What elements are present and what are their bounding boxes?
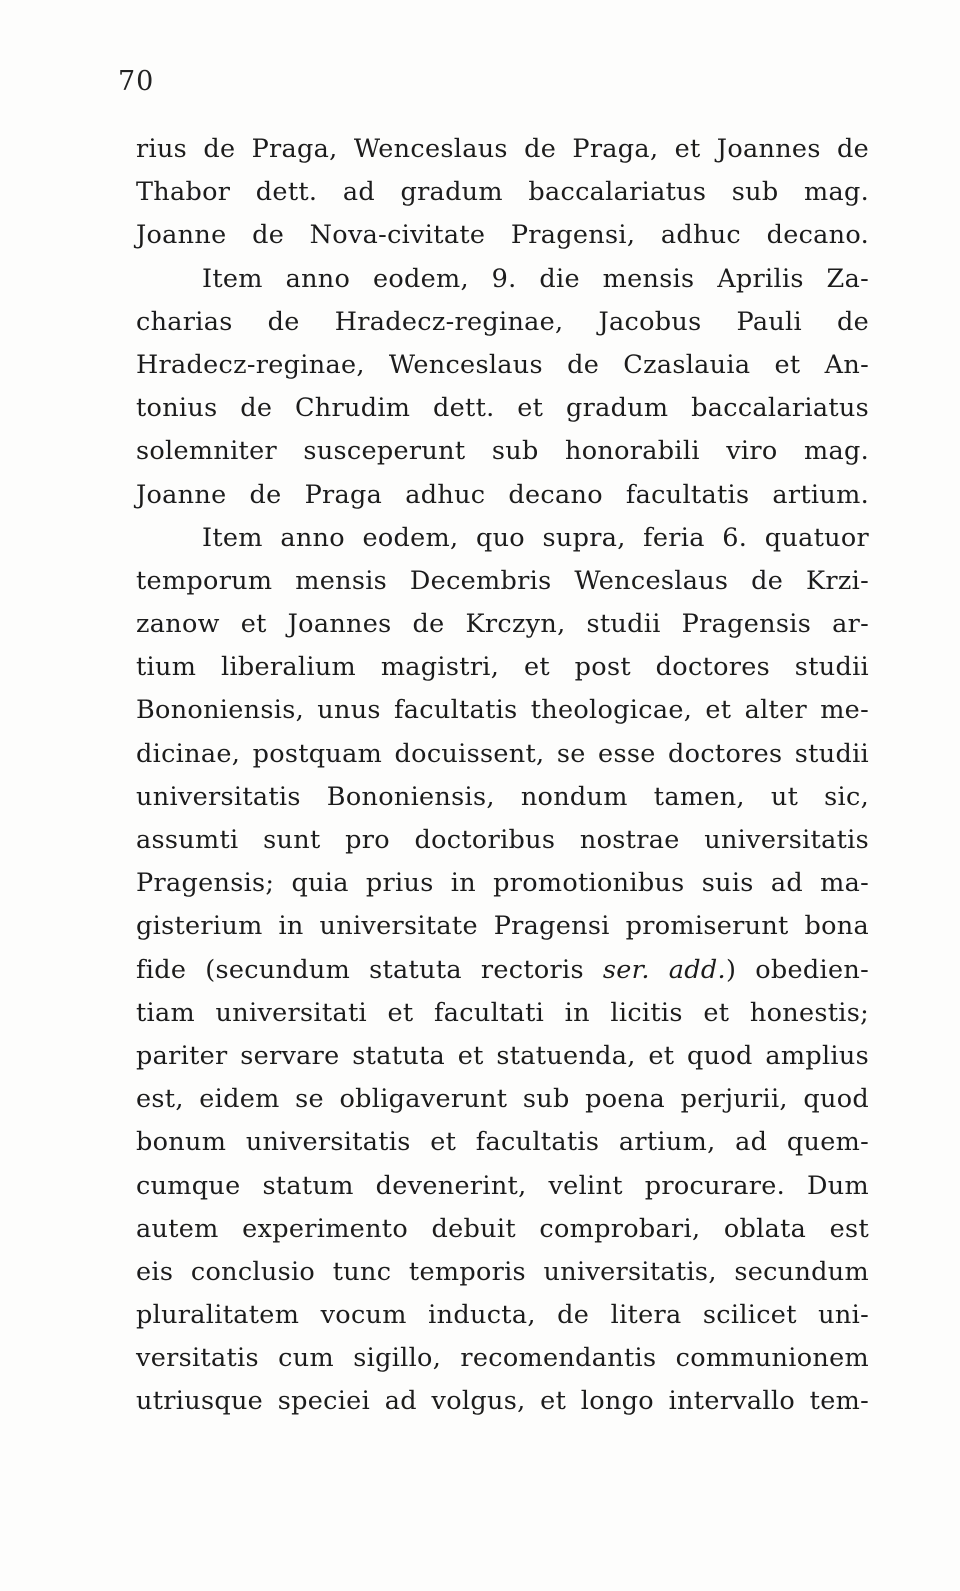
text-line: Hradecz-reginae, Wenceslaus de Czaslauia et An- <box>136 349 869 380</box>
text-segment: ) obedien- <box>725 954 869 985</box>
text-line: Joanne de Praga adhuc decano facultatis artium. <box>136 479 869 510</box>
text-line: universitatis Bononiensis, nondum tamen, ut sic, <box>136 781 869 812</box>
text-line: charias de Hradecz-reginae, Jacobus Pauli de <box>136 306 869 337</box>
text-line: temporum mensis Decembris Wenceslaus de Krzi- <box>136 565 869 596</box>
text-line: gisterium in universitate Pragensi promiserunt bona <box>136 911 869 942</box>
text-line-paragraph-start: Item anno eodem, quo supra, feria 6. quatuor <box>202 522 869 553</box>
text-line: bonum universitatis et facultatis artium, ad quem- <box>136 1127 869 1158</box>
text-line: assumti sunt pro doctoribus nostrae universitatis <box>136 825 869 855</box>
text-line: tiam universitati et facultati in licitis et honestis; <box>136 997 869 1028</box>
text-line-with-italic <box>136 949 869 992</box>
text-line: Pragensis; quia prius in promotionibus suis ad ma- <box>136 868 869 899</box>
text-line: Joanne de Nova-civitate Pragensi, adhuc decano. <box>136 220 869 251</box>
body-text <box>136 128 869 1424</box>
text-line: Bononiensis, unus facultatis theologicae, et alter me- <box>136 695 869 726</box>
text-line: pluralitatem vocum inducta, de litera scilicet uni- <box>136 1300 869 1331</box>
text-line: tium liberalium magistri, et post doctores studii <box>136 652 869 683</box>
text-line: tonius de Chrudim dett. et gradum baccalariatus <box>136 393 869 424</box>
text-line: versitatis cum sigillo, recomendantis communionem <box>136 1343 869 1374</box>
text-line: pariter servare statuta et statuenda, et quod amplius <box>136 1040 869 1071</box>
text-segment: fide (secundum statuta rectoris <box>136 954 603 985</box>
text-line: eis conclusio tunc temporis universitatis, secundum <box>136 1256 869 1287</box>
text-line: solemniter susceperunt sub honorabili viro mag. <box>136 436 869 467</box>
text-line: est, eidem se obligaverunt sub poena perjurii, quod <box>136 1084 869 1115</box>
text-line: Thabor dett. ad gradum baccalariatus sub mag. <box>136 177 869 208</box>
text-line: rius de Praga, Wenceslaus de Praga, et Joannes de <box>136 134 869 164</box>
text-line: utriusque speciei ad volgus, et longo intervallo tem- <box>136 1386 869 1417</box>
text-line: cumque statum devenerint, velint procurare. Dum <box>136 1170 869 1201</box>
text-line: autem experimento debuit comprobari, oblata est <box>136 1213 869 1244</box>
page-number: 70 <box>118 66 155 97</box>
text-line: zanow et Joannes de Krczyn, studii Pragensis ar- <box>136 609 869 640</box>
text-line-paragraph-start: Item anno eodem, 9. die mensis Aprilis Za- <box>202 263 869 294</box>
italic-abbreviation: ser. add. <box>602 954 726 985</box>
text-line: dicinae, postquam docuissent, se esse doctores studii <box>136 738 869 769</box>
